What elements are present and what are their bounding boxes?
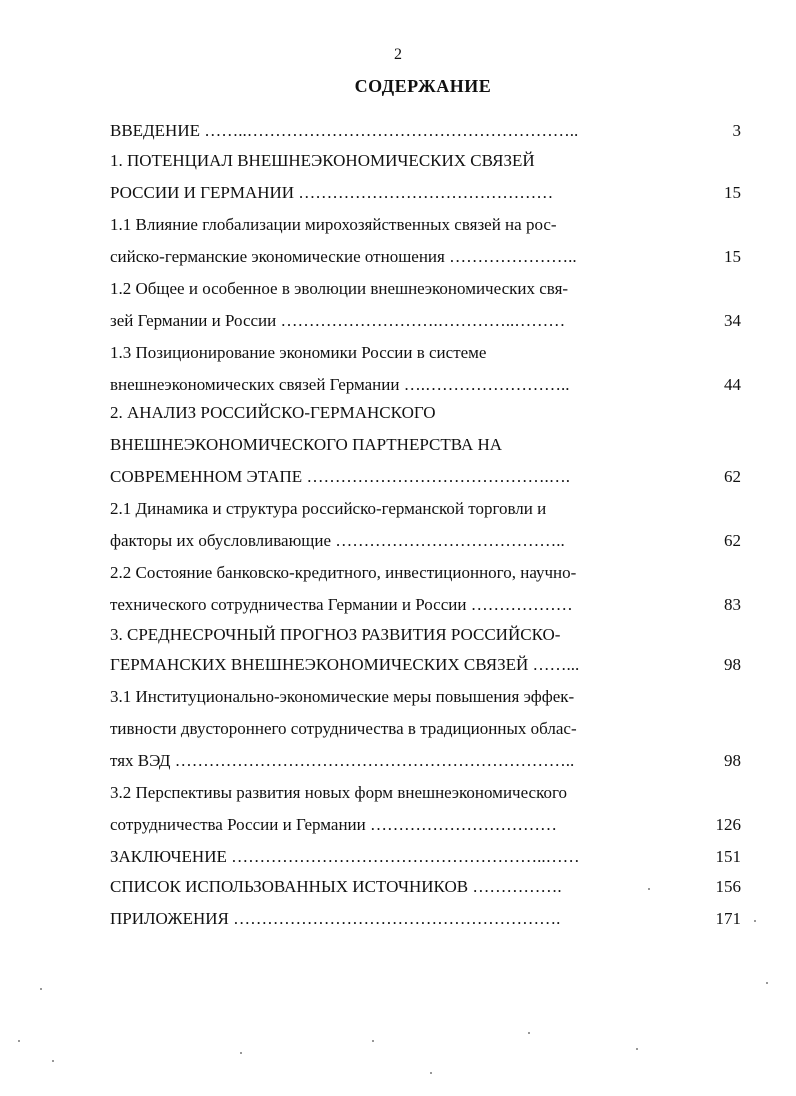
toc-page-number: 3 bbox=[732, 121, 741, 140]
page-title: СОДЕРЖАНИЕ bbox=[354, 76, 492, 96]
toc-entry-line: СОВРЕМЕННОМ ЭТАПЕ …………………………………….…. bbox=[110, 467, 570, 486]
toc-entry-line: тях ВЭД …………………………………………………………….. bbox=[110, 751, 575, 770]
toc-entry-line: ГЕРМАНСКИХ ВНЕШНЕЭКОНОМИЧЕСКИХ СВЯЗЕЙ ……... bbox=[110, 655, 580, 674]
toc-page-number: 98 bbox=[724, 751, 741, 770]
toc-page-number: 62 bbox=[724, 531, 741, 550]
toc-entry-line: 3.2 Перспективы развития новых форм внешнеэкономического bbox=[110, 783, 568, 802]
toc-page-number: 62 bbox=[724, 467, 741, 486]
toc-page-number: 98 bbox=[724, 655, 741, 674]
toc-page-number: 156 bbox=[715, 877, 741, 896]
toc-entry-line: ЗАКЛЮЧЕНИЕ ………………………………………………..…… bbox=[110, 847, 580, 866]
toc-page-number: 44 bbox=[724, 375, 741, 394]
toc-entry-line: 1.2 Общее и особенное в эволюции внешнеэкономических свя- bbox=[110, 279, 569, 298]
toc-entry-line: зей Германии и России ……………………….…………..……… bbox=[110, 311, 566, 330]
toc-entry-line: ВНЕШНЕЭКОНОМИЧЕСКОГО ПАРТНЕРСТВА НА bbox=[110, 435, 503, 454]
toc-page-number: 15 bbox=[724, 247, 741, 266]
toc-entry-line: 1.3 Позиционирование экономики России в системе bbox=[110, 343, 487, 362]
toc-entry-line: 2. АНАЛИЗ РОССИЙСКО-ГЕРМАНСКОГО bbox=[110, 403, 436, 422]
toc-entry-line: 1.1 Влияние глобализации мирохозяйственных связей на рос- bbox=[110, 215, 557, 234]
toc-entry-line: сотрудничества России и Германии …………………………… bbox=[110, 815, 557, 834]
toc-entry-line: ВВЕДЕНИЕ ……..………………………………………………….. bbox=[110, 121, 579, 140]
toc-page-number: 15 bbox=[724, 183, 741, 202]
toc-entry-line: 2.1 Динамика и структура российско-германской торговли и bbox=[110, 499, 547, 518]
toc-entry-line: ПРИЛОЖЕНИЯ …………………………………………………. bbox=[110, 909, 561, 928]
toc-entry-line: 1. ПОТЕНЦИАЛ ВНЕШНЕЭКОНОМИЧЕСКИХ СВЯЗЕЙ bbox=[110, 151, 535, 170]
toc-page-number: 126 bbox=[715, 815, 741, 834]
toc-entry-line: РОССИИ И ГЕРМАНИИ ……………………………………… bbox=[110, 183, 554, 202]
toc-entry-line: 3. СРЕДНЕСРОЧНЫЙ ПРОГНОЗ РАЗВИТИЯ РОССИЙСКО- bbox=[110, 625, 561, 644]
toc-entry-line: 3.1 Институционально-экономические меры повышения эффек- bbox=[110, 687, 575, 706]
toc-entry-line: технического сотрудничества Германии и России ……………… bbox=[110, 595, 573, 614]
page-number: 2 bbox=[394, 46, 402, 63]
toc-entry-line: факторы их обусловливающие ………………………………….. bbox=[110, 531, 565, 550]
toc-page-number: 151 bbox=[715, 847, 741, 866]
toc-entry-line: сийско-германские экономические отношения ………………….. bbox=[110, 247, 577, 266]
toc-page-number: 171 bbox=[715, 909, 741, 928]
toc-entry-line: СПИСОК ИСПОЛЬЗОВАННЫХ ИСТОЧНИКОВ ……………. bbox=[110, 877, 562, 896]
toc-page-number: 83 bbox=[724, 595, 741, 614]
toc-entry-line: 2.2 Состояние банковско-кредитного, инвестиционного, научно- bbox=[110, 563, 577, 582]
toc-entry-line: тивности двустороннего сотрудничества в традиционных облас- bbox=[110, 719, 577, 738]
toc-page-number: 34 bbox=[724, 311, 741, 330]
toc-entry-line: внешнеэкономических связей Германии ….…………………….. bbox=[110, 375, 570, 394]
